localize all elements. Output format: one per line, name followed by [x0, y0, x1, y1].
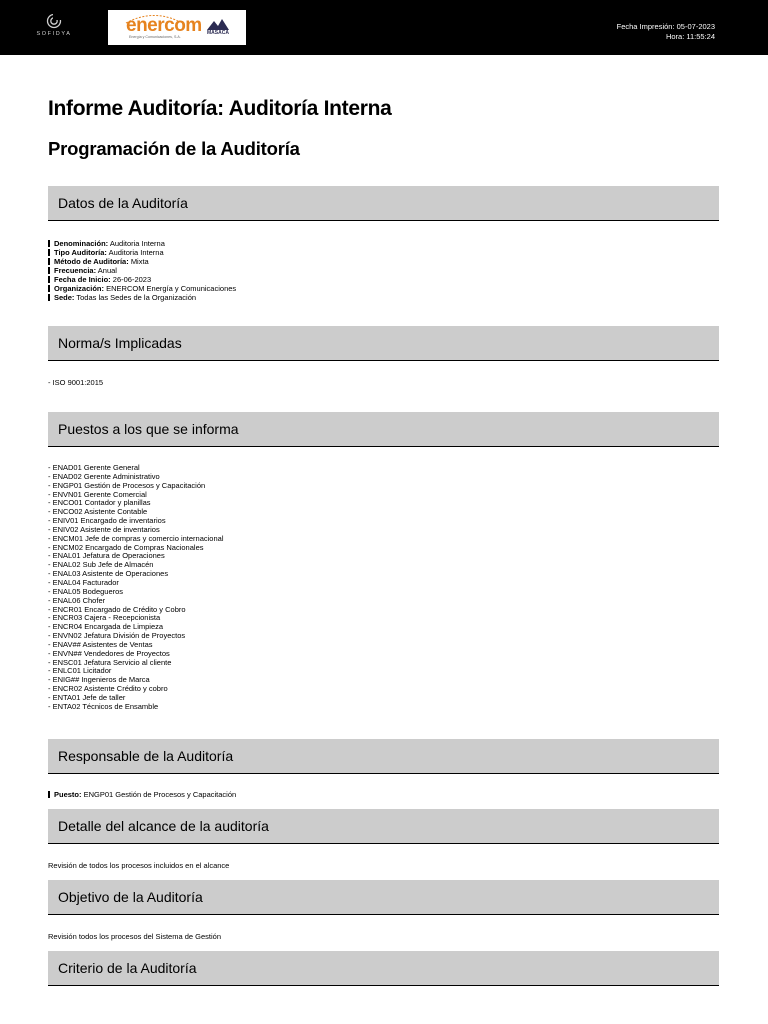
- section-title: Datos de la Auditoría: [58, 195, 188, 211]
- alcance-text: Revisión de todos los procesos incluidos en el alcance: [48, 861, 230, 870]
- normas-list: [48, 379, 103, 388]
- responsable-label: Puesto:: [54, 790, 82, 799]
- list-item: - ENCR04 Encargada de Limpieza: [48, 622, 164, 632]
- list-item: - ENCR02 Asistente Crédito y cobro: [48, 684, 168, 694]
- list-item: - ENAL03 Asistente de Operaciones: [48, 569, 169, 579]
- responsable-row: [48, 790, 236, 799]
- list-item: - ENCM01 Jefe de compras y comercio internacional: [48, 533, 224, 543]
- list-item: - ENAL05 Bodegueros: [48, 586, 124, 596]
- bullet-bar-icon: [48, 791, 50, 798]
- partner-logo: [205, 18, 231, 38]
- puestos-list: [48, 464, 224, 712]
- section-header-normas: [48, 326, 719, 361]
- datos-row-organizacion: [48, 284, 236, 293]
- bullet-bar-icon: [48, 240, 50, 247]
- section-title: Objetivo de la Auditoría: [58, 889, 203, 905]
- list-item: - ENAL04 Facturador: [48, 577, 119, 587]
- company-logo: [108, 10, 246, 45]
- list-item: - ENTA01 Jefe de taller: [48, 692, 126, 702]
- list-item: - ENCO02 Asistente Contable: [48, 507, 148, 517]
- section-header-responsable: [48, 739, 719, 774]
- section-header-puestos: [48, 412, 719, 447]
- company-logo-name: enercom: [126, 15, 202, 36]
- bullet-bar-icon: [48, 285, 50, 292]
- list-item: - ENVN## Vendedores de Proyectos: [48, 648, 170, 658]
- list-item: - ENAL02 Sub Jefe de Almacén: [48, 560, 154, 570]
- bullet-bar-icon: [48, 267, 50, 274]
- section-title: Responsable de la Auditoría: [58, 748, 234, 764]
- datos-label: Organización:: [54, 284, 105, 293]
- header-bar: [0, 0, 768, 55]
- list-item: - ENAL06 Chofer: [48, 595, 106, 605]
- datos-row-metodo: [48, 257, 236, 266]
- print-time: Hora: 11:55:24: [665, 31, 715, 41]
- list-item: - ENCR01 Encargado de Crédito y Cobro: [48, 604, 186, 614]
- list-item: - ENAD02 Gerente Administrativo: [48, 471, 160, 481]
- report-subtitle: Programación de la Auditoría: [48, 138, 300, 159]
- datos-label: Tipo Auditoría:: [54, 248, 107, 257]
- list-item: - ENIG## Ingenieros de Marca: [48, 675, 150, 685]
- datos-label: Fecha de Inicio:: [54, 275, 111, 284]
- list-item: - ENCO01 Contador y planillas: [48, 498, 151, 508]
- print-date: Fecha Impresión: 05-07-2023: [616, 22, 715, 31]
- list-item: - ENVN01 Gerente Comercial: [48, 489, 147, 499]
- datos-label: Método de Auditoría:: [54, 257, 129, 266]
- list-item: - ENSC01 Jefatura Servicio al cliente: [48, 657, 172, 667]
- section-title: Detalle del alcance de la auditoría: [58, 818, 269, 834]
- datos-row-frecuencia: [48, 266, 236, 275]
- section-header-alcance: [48, 809, 719, 844]
- datos-value: Auditoria Interna: [109, 239, 165, 248]
- sofidya-logo: [36, 13, 72, 41]
- datos-value: Mixta: [130, 257, 149, 266]
- datos-row-denominacion: [48, 239, 236, 248]
- list-item: - ENIV01 Encargado de inventarios: [48, 516, 166, 526]
- datos-label: Sede:: [54, 293, 75, 302]
- bullet-bar-icon: [48, 276, 50, 283]
- objetivo-text: Revisión todos los procesos del Sistema de Gestión: [48, 932, 222, 941]
- list-item: - ISO 9001:2015: [48, 378, 104, 387]
- bullet-bar-icon: [48, 249, 50, 256]
- bullet-bar-icon: [48, 258, 50, 265]
- list-item: - ENLC01 Licitador: [48, 666, 112, 676]
- responsable-value: ENGP01 Gestión de Procesos y Capacitación: [83, 790, 237, 799]
- datos-label: Frecuencia:: [54, 266, 97, 275]
- list-item: - ENTA02 Técnicos de Ensamble: [48, 701, 159, 711]
- datos-row-fecha: [48, 275, 236, 284]
- section-title: Criterio de la Auditoría: [58, 960, 197, 976]
- datos-value: 26-06-2023: [112, 275, 152, 284]
- datos-value: Anual: [97, 266, 117, 275]
- list-item: - ENIV02 Asistente de inventarios: [48, 524, 160, 534]
- datos-list: [48, 239, 236, 302]
- datos-row-sede: [48, 293, 236, 302]
- report-title: Informe Auditoría: Auditoría Interna: [48, 97, 392, 120]
- print-info: [617, 22, 715, 41]
- list-item: - ENCR03 Cajera - Recepcionista: [48, 613, 161, 623]
- list-item: - ENAD01 Gerente General: [48, 463, 140, 472]
- datos-value: ENERCOM Energía y Comunicaciones: [106, 284, 237, 293]
- bullet-bar-icon: [48, 294, 50, 301]
- datos-row-tipo: [48, 248, 236, 257]
- sofidya-logo-text: SOFIDYA: [36, 31, 72, 37]
- responsable-list: [48, 790, 236, 799]
- sofidya-logo-icon: [46, 13, 62, 29]
- list-item: - ENGP01 Gestión de Procesos y Capacitación: [48, 480, 206, 490]
- section-header-objetivo: [48, 880, 719, 915]
- datos-label: Denominación:: [54, 239, 109, 248]
- list-item: - ENAL01 Jefatura de Operaciones: [48, 551, 165, 561]
- section-title: Norma/s Implicadas: [58, 335, 182, 351]
- company-logo-subtitle: Energía y Comunicaciones, S.A.: [129, 35, 181, 39]
- datos-value: Auditoria Interna: [108, 248, 164, 257]
- section-header-criterio: [48, 951, 719, 986]
- section-title: Puestos a los que se informa: [58, 421, 239, 437]
- section-header-datos: [48, 186, 719, 221]
- list-item: - ENCM02 Encargado de Compras Nacionales: [48, 542, 204, 552]
- datos-value: Todas las Sedes de la Organización: [76, 293, 197, 302]
- list-item: - ENAV## Asistentes de Ventas: [48, 639, 153, 649]
- partner-logo-text: MASACA: [207, 30, 229, 36]
- list-item: - ENVN02 Jefatura División de Proyectos: [48, 631, 186, 641]
